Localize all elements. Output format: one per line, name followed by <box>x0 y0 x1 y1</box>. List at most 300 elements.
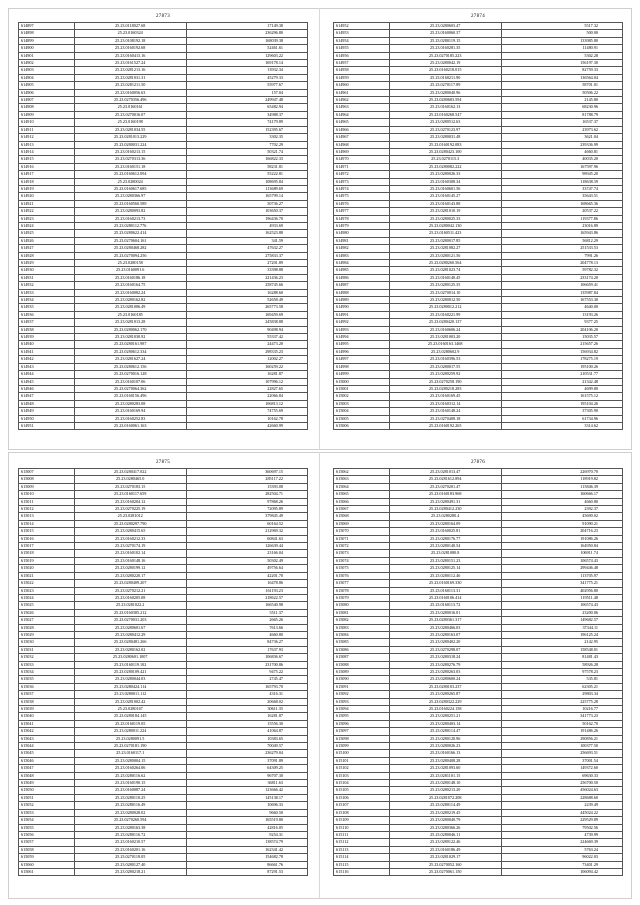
reference-code-cell: 25.23.0280091.5 <box>74 735 186 742</box>
amount-cell: 233174.20 <box>501 274 622 281</box>
page-panel-4 <box>333 460 623 876</box>
reference-code-cell: 25.23.0280603.47 <box>389 23 501 30</box>
amount-cell: 160666.17 <box>501 491 622 498</box>
record-id-cell: 615026 <box>19 609 75 616</box>
record-id-cell: 615063 <box>334 476 390 483</box>
table-row <box>19 513 308 520</box>
table-row <box>334 289 623 296</box>
record-id-cell: 615083 <box>334 624 390 631</box>
reference-code-cell: 25.23.0280366.26 <box>389 824 501 831</box>
record-id-cell: 615017 <box>19 543 75 550</box>
table-row <box>334 348 623 355</box>
amount-cell: 58231.81 <box>186 163 307 170</box>
page-number: 27875 <box>156 460 170 465</box>
record-id-cell: 614972 <box>334 171 390 178</box>
reference-code-cell: 25.23.0160060.37 <box>389 30 501 37</box>
table-row <box>334 676 623 683</box>
record-id-cell: 615072 <box>334 543 390 550</box>
table-row <box>334 156 623 163</box>
reference-code-cell: 25.23.0160061.163 <box>74 422 186 429</box>
record-id-cell: 615113 <box>334 846 390 853</box>
table-row <box>19 415 308 422</box>
reference-code-cell: 25.23.0160606.24 <box>389 326 501 333</box>
table-row <box>334 171 623 178</box>
reference-code-cell: 25.23.0281034.55 <box>74 126 186 133</box>
table-row <box>334 868 623 875</box>
amount-cell: 265773.58 <box>186 304 307 311</box>
table-row <box>19 45 308 52</box>
record-id-cell: 615095 <box>334 713 390 720</box>
record-id-cell: 614947 <box>19 393 75 400</box>
table-row <box>19 111 308 118</box>
record-id-cell: 615008 <box>19 476 75 483</box>
reference-code-cell: 25.23.0280167 <box>74 706 186 713</box>
amount-cell: 4316.31 <box>186 691 307 698</box>
record-id-cell: 614915 <box>19 156 75 163</box>
reference-code-cell: 25.23.0160186.18 <box>74 274 186 281</box>
record-id-cell: 615006 <box>334 422 390 429</box>
record-id-cell: 615040 <box>19 713 75 720</box>
record-id-cell: 614922 <box>19 208 75 215</box>
page-number: 27876 <box>471 460 485 465</box>
amount-cell: 87291.53 <box>186 868 307 875</box>
amount-cell: 90498.94 <box>186 326 307 333</box>
page-panel-3 <box>18 460 308 876</box>
record-id-cell: 615047 <box>19 765 75 772</box>
record-id-cell: 615092 <box>334 691 390 698</box>
record-id-cell: 615018 <box>19 550 75 557</box>
reference-code-cell: 25.23.0280465.0 <box>74 476 186 483</box>
amount-cell: 236296.80 <box>186 30 307 37</box>
amount-cell: 47632.27 <box>186 245 307 252</box>
table-row <box>334 163 623 170</box>
table-row <box>334 222 623 229</box>
reference-code-cell: 25.23.0160264.06 <box>74 765 186 772</box>
record-id-cell: 615027 <box>19 617 75 624</box>
amount-cell: 37001.54 <box>501 757 622 764</box>
table-row <box>19 74 308 81</box>
reference-code-cell: 25.23.0160140.45 <box>389 274 501 281</box>
reference-code-cell: 25.23.0280213.20 <box>389 787 501 794</box>
record-id-cell: 615100 <box>334 750 390 757</box>
record-id-cell: 615043 <box>19 735 75 742</box>
table-row <box>19 654 308 661</box>
reference-code-cell: 25.23.0270356.496 <box>74 97 186 104</box>
reference-code-cell: 25.23.0280184.145 <box>74 713 186 720</box>
table-row <box>334 535 623 542</box>
record-id-cell: 615086 <box>334 646 390 653</box>
reference-code-cell: 25.23.0280612.156 <box>74 363 186 370</box>
reference-code-cell: 25.23.0280402.20 <box>389 639 501 646</box>
table-row <box>334 513 623 520</box>
reference-code-cell: 25.23.0160205.08 <box>74 594 186 601</box>
reference-code-cell: 25.23.0160198 <box>74 119 186 126</box>
table-row <box>19 528 308 535</box>
table-row <box>19 506 308 513</box>
reference-code-cell: 25.23.0160185 <box>74 311 186 318</box>
record-id-cell: 615094 <box>334 706 390 713</box>
amount-cell: 21342.48 <box>501 378 622 385</box>
reference-code-cell: 25.23.0160617.685 <box>74 185 186 192</box>
table-row <box>19 171 308 178</box>
record-id-cell: 615070 <box>334 528 390 535</box>
table-row <box>334 30 623 37</box>
table-row <box>19 520 308 527</box>
amount-cell: 226970.70 <box>501 469 622 476</box>
reference-code-cell: 25.23.0270408.18 <box>389 415 501 422</box>
table-row <box>334 817 623 824</box>
table-row <box>19 676 308 683</box>
amount-cell: 34988.37 <box>186 111 307 118</box>
table-row <box>19 30 308 37</box>
table-row <box>19 141 308 148</box>
reference-code-cell: 25.23.0270183.15 <box>74 483 186 490</box>
reference-code-cell: 25.23.0280148.10 <box>389 780 501 787</box>
table-row <box>19 594 308 601</box>
reference-code-cell: 25.23.0281006.49 <box>74 304 186 311</box>
reference-code-cell: 25.23.0160252.83 <box>74 415 186 422</box>
amount-cell: 17637.93 <box>186 646 307 653</box>
reference-code-cell: 25.23.0280297.790 <box>74 520 186 527</box>
record-id-cell: 614930 <box>19 267 75 274</box>
record-id-cell: 614904 <box>19 74 75 81</box>
record-id-cell: 614913 <box>19 141 75 148</box>
table-row <box>19 289 308 296</box>
record-id-cell: 615052 <box>19 802 75 809</box>
record-id-cell: 615048 <box>19 772 75 779</box>
record-id-cell: 615097 <box>334 728 390 735</box>
record-id-cell: 615074 <box>334 557 390 564</box>
reference-code-cell: 25.23.0160396.53 <box>389 356 501 363</box>
amount-cell: 4640.00 <box>501 304 622 311</box>
record-id-cell: 614940 <box>19 341 75 348</box>
reference-code-cell: 25.23.0160102.14 <box>74 550 186 557</box>
table-row <box>334 476 623 483</box>
table-row <box>19 311 308 318</box>
table-row <box>334 200 623 207</box>
amount-cell: 20537.22 <box>501 208 622 215</box>
reference-code-cell: 25.23.0270094.256 <box>74 252 186 259</box>
record-id-cell: 615002 <box>334 393 390 400</box>
record-id-cell: 614966 <box>334 126 390 133</box>
reference-code-cell: 25.23.0280420.137 <box>389 319 501 326</box>
reference-code-cell: 25.23.0160117.659 <box>74 491 186 498</box>
record-id-cell: 614979 <box>334 222 390 229</box>
amount-cell: 106094.42 <box>501 868 622 875</box>
amount-cell: 86661.76 <box>186 861 307 868</box>
amount-cell: 3621.04 <box>501 134 622 141</box>
record-id-cell: 614951 <box>19 422 75 429</box>
reference-code-cell: 25.23.0160268.547 <box>389 111 501 118</box>
reference-code-cell: 25.23.0280017.55 <box>389 363 501 370</box>
reference-code-cell: 25.23.0270117.89 <box>389 82 501 89</box>
record-id-cell: 615082 <box>334 617 390 624</box>
amount-cell: 7991.26 <box>501 252 622 259</box>
record-id-cell: 615019 <box>19 557 75 564</box>
amount-cell: 16478.86 <box>186 580 307 587</box>
table-row <box>334 528 623 535</box>
reference-code-cell: 25.23.0280219.45 <box>389 809 501 816</box>
table-row <box>334 543 623 550</box>
amount-cell: 11480.91 <box>501 45 622 52</box>
record-id-cell: 615096 <box>334 720 390 727</box>
amount-cell: 70049.57 <box>186 743 307 750</box>
record-id-cell: 614949 <box>19 408 75 415</box>
record-id-cell: 615084 <box>334 631 390 638</box>
table-row <box>334 654 623 661</box>
reference-code-cell: 25.23.0160413.16 <box>74 52 186 59</box>
record-id-cell: 615103 <box>334 772 390 779</box>
reference-code-cell: 25.23.0280109.421 <box>74 668 186 675</box>
table-row <box>334 408 623 415</box>
reference-code-cell: 25.23.0280466.03 <box>389 624 501 631</box>
record-id-cell: 615020 <box>19 565 75 572</box>
amount-cell: 5763.24 <box>501 846 622 853</box>
table-row <box>19 617 308 624</box>
table-row <box>334 378 623 385</box>
record-id-cell: 614988 <box>334 289 390 296</box>
record-id-cell: 615035 <box>19 676 75 683</box>
reference-code-cell: 25.23.0280481.266 <box>74 639 186 646</box>
reference-code-cell: 25.23.0160183.968 <box>389 491 501 498</box>
record-id-cell: 615111 <box>334 831 390 838</box>
record-id-cell: 614942 <box>19 356 75 363</box>
reference-code-cell: 25.23.0270260.594 <box>74 817 186 824</box>
record-id-cell: 615115 <box>334 861 390 868</box>
table-row <box>19 400 308 407</box>
record-id-cell: 615012 <box>19 506 75 513</box>
record-id-cell: 615003 <box>334 400 390 407</box>
reference-code-cell: 25.23.0280116.62 <box>74 772 186 779</box>
reference-code-cell: 25.23.0160091.6 <box>74 267 186 274</box>
amount-cell: 167553.30 <box>501 297 622 304</box>
reference-code-cell: 25.23.0160163.1468 <box>389 341 501 348</box>
record-id-cell: 614914 <box>19 148 75 155</box>
table-row <box>334 252 623 259</box>
reference-code-cell: 25.23.0160161 <box>74 104 186 111</box>
table-row <box>19 341 308 348</box>
record-id-cell: 615036 <box>19 683 75 690</box>
reference-code-cell: 25.23.0280622.414 <box>74 230 186 237</box>
reference-code-cell: 25.23.0280218.21 <box>74 868 186 875</box>
table-row <box>19 274 308 281</box>
record-id-cell: 615061 <box>19 868 75 875</box>
record-id-cell: 614990 <box>334 304 390 311</box>
amount-cell: 152395.67 <box>186 126 307 133</box>
table-row <box>334 498 623 505</box>
reference-code-cell: 25.23.0160312.14 <box>389 400 501 407</box>
table-row <box>19 794 308 801</box>
record-id-cell: 614941 <box>19 348 75 355</box>
amount-cell: 55222.81 <box>186 171 307 178</box>
record-id-cell: 615021 <box>19 572 75 579</box>
record-id-cell: 614935 <box>19 304 75 311</box>
amount-cell: 60841.63 <box>186 535 307 542</box>
table-row <box>19 67 308 74</box>
amount-cell: 22066.84 <box>186 393 307 400</box>
reference-code-cell: 25.23.0280163.07 <box>389 631 501 638</box>
reference-code-cell: 25.23.0280127.40 <box>74 861 186 868</box>
table-row <box>334 393 623 400</box>
amount-cell: 239336.99 <box>501 141 622 148</box>
record-id-cell: 615010 <box>19 491 75 498</box>
table-row <box>19 126 308 133</box>
record-id-cell: 615078 <box>334 587 390 594</box>
amount-cell: 218622.57 <box>186 594 307 601</box>
reference-code-cell: 25.23.0270313.36 <box>74 156 186 163</box>
reference-code-cell: 25.23.0160560.589 <box>74 200 186 207</box>
record-id-cell: 614978 <box>334 215 390 222</box>
reference-code-cell: 25.23.0280408.28 <box>389 757 501 764</box>
amount-cell: 136564.04 <box>501 74 622 81</box>
amount-cell: 4933.69 <box>186 222 307 229</box>
reference-code-cell: 25.23.0280265.87 <box>389 691 501 698</box>
amount-cell: 251533.53 <box>501 245 622 252</box>
table-row <box>19 580 308 587</box>
table-row <box>334 661 623 668</box>
amount-cell: 149682.57 <box>501 617 622 624</box>
reference-code-cell: 25.23.0270064.362 <box>74 385 186 392</box>
table-row <box>19 260 308 267</box>
table-row <box>334 422 623 429</box>
amount-cell: 129603.22 <box>186 52 307 59</box>
record-id-cell: 614932 <box>19 282 75 289</box>
table-row <box>19 215 308 222</box>
record-id-cell: 615114 <box>334 854 390 861</box>
record-id-cell: 614917 <box>19 171 75 178</box>
reference-code-cell: 25.23.0281022.2 <box>74 602 186 609</box>
table-row <box>19 476 308 483</box>
table-row <box>334 668 623 675</box>
table-row <box>334 602 623 609</box>
reference-code-cell: 25.23.0280417.022 <box>74 469 186 476</box>
table-row <box>19 208 308 215</box>
reference-code-cell: 25.23.0280158 <box>74 260 186 267</box>
reference-code-cell: 25.23.0160190.15 <box>74 780 186 787</box>
record-id-cell: 615057 <box>19 839 75 846</box>
table-row <box>334 326 623 333</box>
reference-code-cell: 25.23.0270174.19 <box>74 543 186 550</box>
amount-cell: 42201.70 <box>186 572 307 579</box>
record-id-cell: 615067 <box>334 506 390 513</box>
reference-code-cell: 25.23.0270016.07 <box>74 111 186 118</box>
reference-code-cell: 25.23.0280163.38 <box>74 824 186 831</box>
table-row <box>334 371 623 378</box>
record-id-cell: 615049 <box>19 780 75 787</box>
reference-code-cell: 25.23.0281003.20 <box>389 334 501 341</box>
table-row <box>334 260 623 267</box>
reference-code-cell: 25.23.0280164.09 <box>389 520 501 527</box>
amount-cell: 17149.38 <box>186 23 307 30</box>
table-row <box>19 230 308 237</box>
amount-cell: 165793.70 <box>186 683 307 690</box>
table-row <box>19 868 308 875</box>
record-id-cell: 614961 <box>334 89 390 96</box>
table-row <box>334 491 623 498</box>
record-id-cell: 614909 <box>19 111 75 118</box>
record-id-cell: 614944 <box>19 371 75 378</box>
table-row <box>334 809 623 816</box>
ledger-table <box>333 22 623 430</box>
reference-code-cell: 25.23.0160113.72 <box>389 602 501 609</box>
table-row <box>334 469 623 476</box>
record-id-cell: 615044 <box>19 743 75 750</box>
amount-cell: 29803.34 <box>501 691 622 698</box>
reference-code-cell: 25.23.0280140.54 <box>389 543 501 550</box>
record-id-cell: 615015 <box>19 528 75 535</box>
reference-code-cell: 25.23.0280120.96 <box>389 735 501 742</box>
reference-code-cell: 25.23.0160213.15 <box>74 148 186 155</box>
reference-code-cell: 25.23.0280366.97 <box>74 193 186 200</box>
record-id-cell: 615053 <box>19 809 75 816</box>
amount-cell: 221436.23 <box>186 274 307 281</box>
amount-cell: 81788.79 <box>501 111 622 118</box>
table-row <box>334 67 623 74</box>
table-row <box>19 602 308 609</box>
reference-code-cell: 25.23.0161527.24 <box>74 60 186 67</box>
record-id-cell: 615099 <box>334 743 390 750</box>
table-row <box>19 787 308 794</box>
table-row <box>334 119 623 126</box>
amount-cell: 154682.78 <box>186 854 307 861</box>
reference-code-cell: 25.23.0108192.18 <box>74 37 186 44</box>
table-row <box>334 104 623 111</box>
table-row <box>19 750 308 757</box>
record-id-cell: 615051 <box>19 794 75 801</box>
reference-code-cell: 25.23.0160218.015 <box>389 67 501 74</box>
record-id-cell: 614899 <box>19 37 75 44</box>
amount-cell: 33747.74 <box>501 185 622 192</box>
amount-cell: 210531.77 <box>501 371 622 378</box>
amount-cell: 2145.80 <box>501 97 622 104</box>
amount-cell: 84736.27 <box>186 639 307 646</box>
reference-code-cell: 25.23.0280423.100 <box>389 148 501 155</box>
reference-code-cell: 25.23.0160119.102 <box>74 661 186 668</box>
amount-cell: 37091.89 <box>186 757 307 764</box>
amount-cell: 49756.64 <box>186 565 307 572</box>
reference-code-cell: 25.23.0160385.212 <box>74 609 186 616</box>
reference-code-cell: 25.23.0280162.02 <box>74 646 186 653</box>
reference-code-cell: 25.23.0280046.11 <box>389 831 501 838</box>
reference-code-cell: 25.23.0280424.114 <box>74 683 186 690</box>
table-row <box>334 82 623 89</box>
amount-cell: 290856.21 <box>501 735 622 742</box>
table-row <box>334 550 623 557</box>
amount-cell: 106836.67 <box>186 654 307 661</box>
amount-cell: 106659.41 <box>501 282 622 289</box>
amount-cell: 167597.96 <box>501 163 622 170</box>
record-id-cell: 615089 <box>334 668 390 675</box>
table-row <box>19 743 308 750</box>
record-id-cell: 614901 <box>19 52 75 59</box>
table-row <box>334 245 623 252</box>
amount-cell: 45279.33 <box>186 74 307 81</box>
record-id-cell: 614969 <box>334 148 390 155</box>
table-row <box>19 37 308 44</box>
table-row <box>19 483 308 490</box>
record-id-cell: 615041 <box>19 720 75 727</box>
reference-code-cell: 25.23.0280103.237 <box>389 683 501 690</box>
record-id-cell: 614902 <box>19 60 75 67</box>
record-id-cell: 614945 <box>19 378 75 385</box>
amount-cell: 9254.31 <box>186 831 307 838</box>
record-id-cell: 614926 <box>19 237 75 244</box>
amount-cell: 52461.61 <box>186 45 307 52</box>
amount-cell: 169459.69 <box>186 311 307 318</box>
amount-cell: 45690.02 <box>501 513 622 520</box>
reference-code-cell: 25.23.0280263.03 <box>389 668 501 675</box>
table-row <box>334 839 623 846</box>
